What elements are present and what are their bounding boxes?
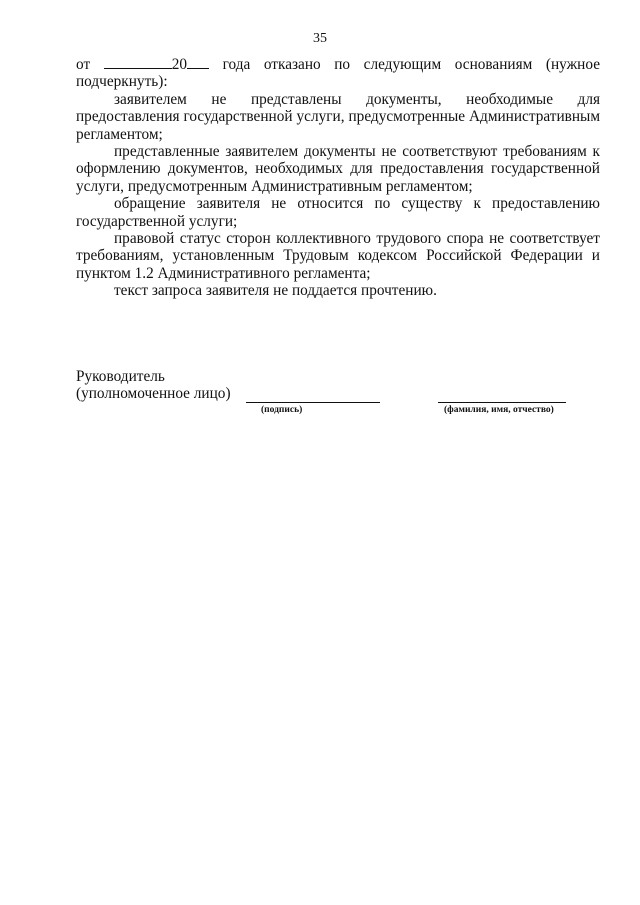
- date-field: [104, 55, 209, 73]
- signature-block: [76, 368, 600, 415]
- year-prefix: 20: [171, 56, 188, 73]
- year-blank: [187, 55, 209, 69]
- refusal-date-line: [76, 55, 600, 73]
- refusal-word-5: основаниям: [454, 56, 533, 73]
- day-month-blank: [104, 55, 172, 69]
- refusal-word-6: (нужное: [545, 56, 600, 73]
- signature-caption: (подпись): [261, 405, 303, 415]
- reason-item: заявителем не представлены документы, необходимые для предоставления государственной услуги, предусмотренные Административным регламентом;: [76, 90, 600, 143]
- reason-item: представленные заявителем документы не соответствуют требованиям к оформлению документов, необходимых для предоставления государственной услуги, предусмотренным Административным регламентом;: [76, 143, 600, 195]
- refusal-text-block: [76, 55, 600, 300]
- reason-item: правовой статус сторон коллективного трудового спора не соответствует требованиям, установленным Трудовым кодексом Российской Федерации и пунктом 1.2 Административного регламента;: [76, 230, 600, 282]
- refusal-word-4: следующим: [363, 56, 442, 73]
- refusal-word-1: года: [222, 56, 251, 73]
- reason-item: обращение заявителя не относится по существу к предоставлению государственной услуги;: [76, 195, 600, 230]
- refusal-continuation: подчеркнуть):: [76, 73, 168, 91]
- name-caption: (фамилия, имя, отчество): [444, 405, 554, 415]
- signatory-subtitle: (уполномоченное лицо): [76, 385, 231, 403]
- reason-item: текст запроса заявителя не поддается прочтению.: [114, 282, 437, 300]
- page-number: 35: [313, 31, 327, 46]
- from-label: от: [76, 56, 91, 73]
- refusal-word-2: отказано: [263, 56, 321, 73]
- signatory-title: Руководитель: [76, 368, 165, 385]
- refusal-word-3: по: [334, 56, 351, 73]
